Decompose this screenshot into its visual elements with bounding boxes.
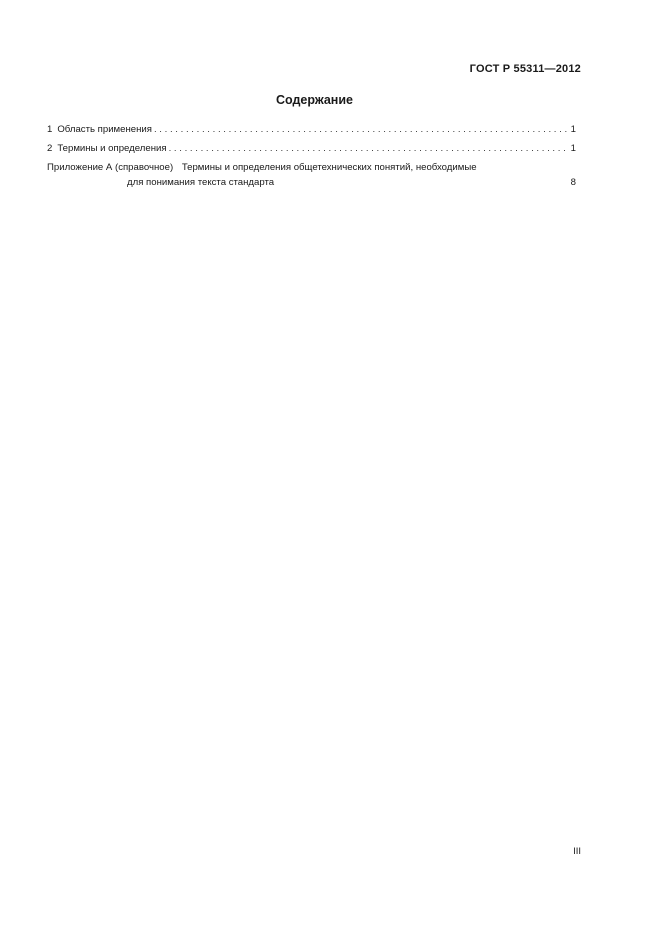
toc-entry-label: Термины и определения [57, 143, 167, 154]
toc-entry-label: Область применения [57, 124, 152, 135]
document-code: ГОСТ Р 55311—2012 [469, 63, 581, 75]
toc-entry-scope[interactable] [47, 123, 576, 136]
appendix-label: Приложение А (справочное) [47, 162, 174, 173]
appendix-first-line [47, 161, 576, 174]
toc-entry-page: 1 [570, 143, 576, 154]
toc-leader-dots [169, 142, 569, 155]
table-of-contents [47, 123, 576, 189]
toc-entry-appendix-a[interactable] [47, 161, 576, 189]
page-number: III [573, 846, 581, 857]
toc-entry-terms[interactable] [47, 142, 576, 155]
toc-leader-dots [154, 123, 569, 136]
toc-entry-number: 1 [47, 124, 53, 135]
appendix-title-line2: для понимания текста стандарта [127, 177, 275, 188]
appendix-title-line1: Термины и определения общетехнических понятий, необходимые [181, 162, 477, 173]
toc-entry-number: 2 [47, 143, 53, 154]
toc-entry-page: 8 [570, 177, 576, 188]
toc-entry-page: 1 [570, 124, 576, 135]
toc-title: Содержание [275, 93, 353, 107]
appendix-second-line [47, 176, 576, 189]
